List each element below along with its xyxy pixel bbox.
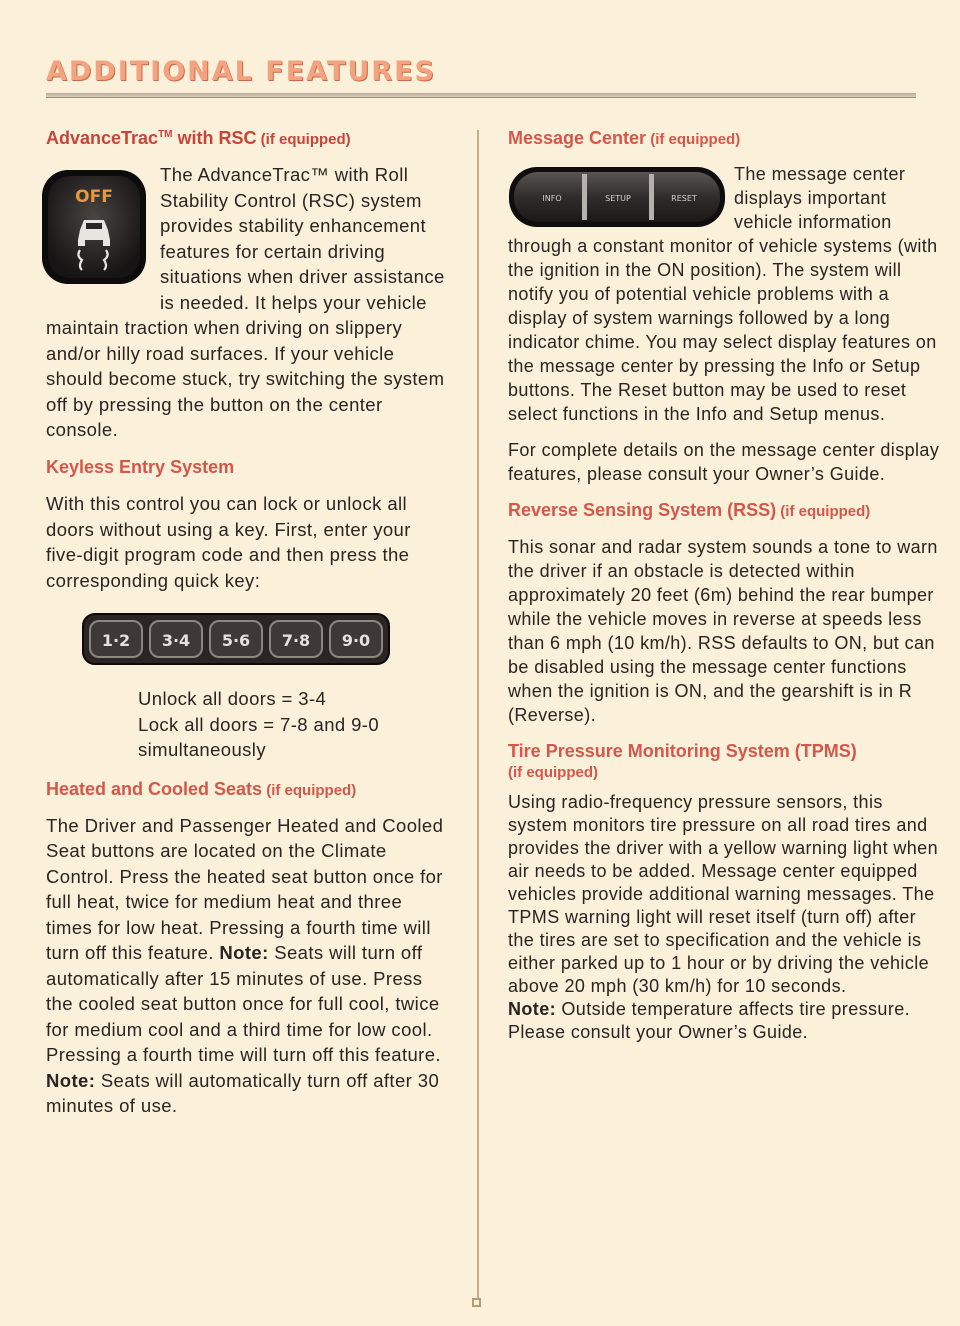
off-label: OFF xyxy=(75,187,113,208)
keypad-key-label: 7·8 xyxy=(281,631,311,651)
unlock-text: Unlock all doors = 3-4 xyxy=(138,688,327,710)
keyless-body: With this control you can lock or unlock all doors without using a key. First, enter your five-digit program code and then press the corresponding quick key: xyxy=(46,493,411,591)
keypad-key-label: 9·0 xyxy=(341,631,371,651)
header-rule xyxy=(46,93,916,98)
tpms-heading: Tire Pressure Monitoring System (TPMS) (if equipped) xyxy=(508,740,857,781)
divider-end-square xyxy=(472,1298,481,1307)
keypad-key-label: 1·2 xyxy=(101,631,131,651)
right-column xyxy=(508,126,940,1056)
simultaneous-text: simultaneously xyxy=(138,739,266,761)
message-center-heading: Message Center (if equipped) xyxy=(508,128,741,148)
message-center-buttons-image xyxy=(508,166,726,228)
keyless-heading: Keyless Entry System xyxy=(46,456,235,477)
page-header: ADDITIONAL FEATURES xyxy=(46,56,436,87)
message-center-details: For complete details on the message center display features, please consult your Owner’s Guide. xyxy=(508,440,940,485)
rss-body: This sonar and radar system sounds a tone to warn the driver if an obstacle is detected within approximately 20 feet (6m) behind the rear bumper while the vehicle moves in reverse at speeds less than 6 mph (10 km/h). RSS defaults to ON, but can be disabled using the message center functions when the ignition is ON, and the gearshift is in R (Reverse). xyxy=(508,536,938,725)
setup-button-label: SETUP xyxy=(605,194,631,204)
advancetrac-heading: AdvanceTrac™ with RSC (if equipped) xyxy=(46,128,351,148)
tpms-body: Using radio-frequency pressure sensors, this system monitors tire pressure on all road tires and provides the driver with a yellow warning light when air needs to be added. Message center equipped vehicles provide additional warning messages. The TPMS warning light will reset itself (turn off) after the tires are set to specification and the vehicle is either parked up to 1 hour or by driving the vehicle above 20 mph (30 km/h) for 10 seconds. Note: Outside temperature affects tire pressure. Please consult your Owner’s Guide. xyxy=(508,792,939,1043)
advancetrac-body: The AdvanceTrac™ with Roll Stability Control (RSC) system provides stability enhancement features for certain driving situations when driver assistance is needed. It helps your vehicle maintain traction when driving on slippery and/or hilly road surfaces. If your vehicle should become stuck, try switching the system off by pressing the button on the center console. xyxy=(46,164,445,441)
seats-heading: Heated and Cooled Seats (if equipped) xyxy=(46,778,357,799)
column-divider xyxy=(477,130,479,1298)
left-column xyxy=(46,126,450,1131)
keypad-key-label: 3·4 xyxy=(161,631,191,651)
keyless-keypad-image xyxy=(82,613,390,665)
keypad-key-label: 5·6 xyxy=(221,631,251,651)
lock-text: Lock all doors = 7-8 and 9-0 xyxy=(138,713,380,735)
info-button-label: INFO xyxy=(542,194,562,204)
advancetrac-off-button-image xyxy=(40,168,148,286)
rss-heading: Reverse Sensing System (RSS) (if equipped) xyxy=(508,500,871,521)
reset-button-label: RESET xyxy=(671,194,697,204)
message-center-body: The message center displays important vehicle information through a constant monitor of vehicle systems (with the ignition in the ON position). The system will notify you of potential vehicle problems with a display of system warnings followed by a long indicator chime. You may select display features on the message center by pressing the Info or Setup buttons. The Reset button may be used to reset select functions in the Info and Setup menus. xyxy=(508,164,938,425)
seats-body: The Driver and Passenger Heated and Cooled Seat buttons are located on the Climate Control. Press the heated seat button once for full heat, twice for medium heat and three times for low heat. Pressing a fourth time will turn off this feature. Note: Seats will turn off automatically after 15 minutes of use. Press the cooled seat button once for full cool, twice for medium cool and a third time for low cool. Pressing a fourth time will turn off this feature. Note: Seats will automatically turn off after 30 minutes of use. xyxy=(46,814,444,1117)
